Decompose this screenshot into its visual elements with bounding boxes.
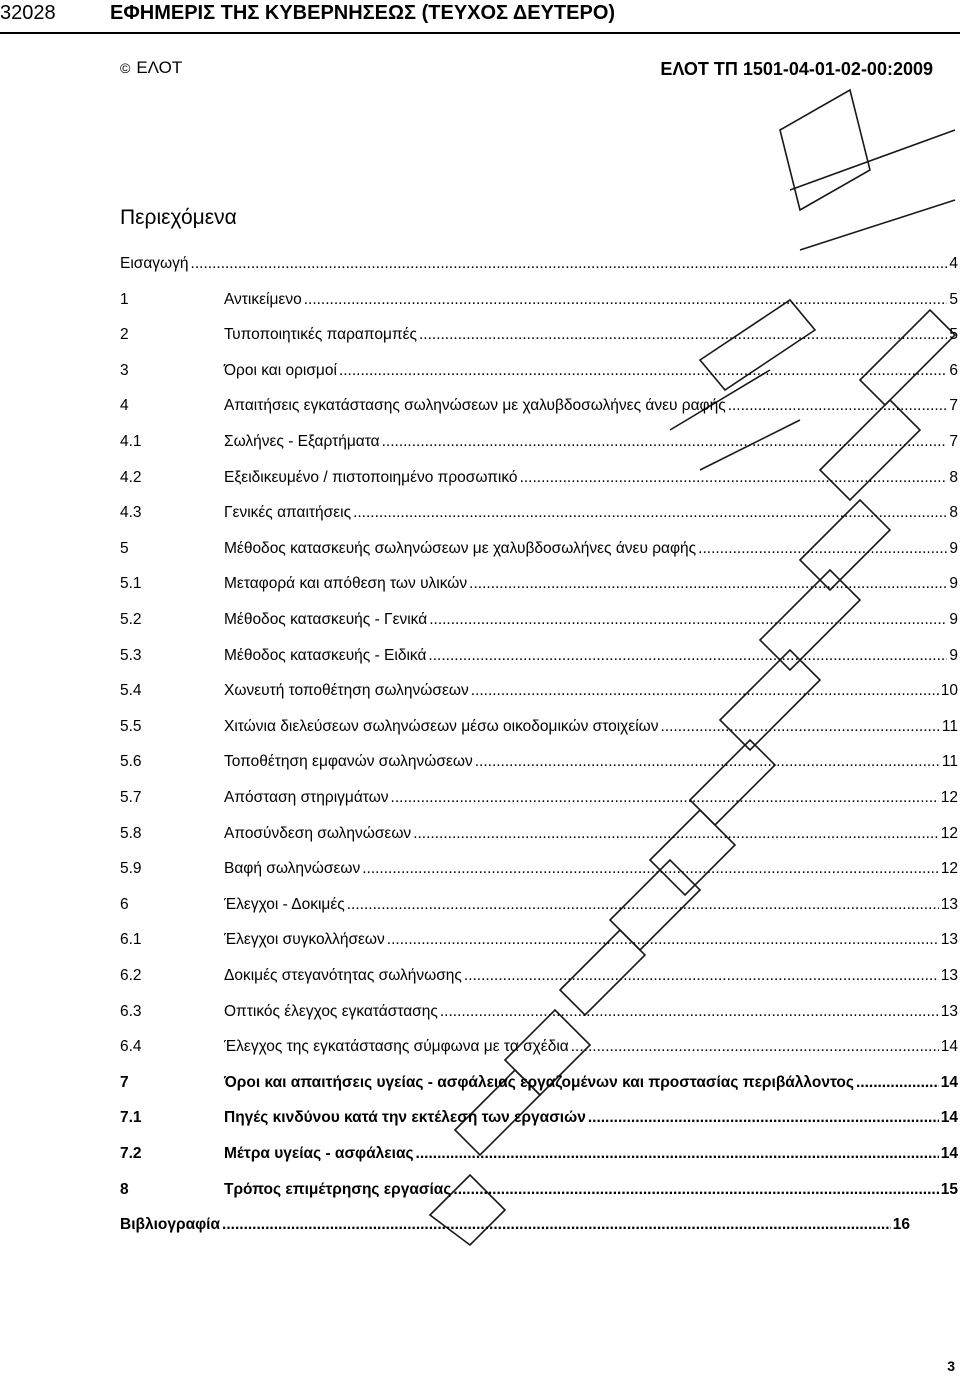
toc-dot-leader [856, 1074, 939, 1092]
gazette-header [0, 0, 960, 28]
toc-dot-leader [413, 825, 939, 843]
toc-entry-number: 6.4 [120, 1038, 142, 1056]
toc-entry[interactable] [120, 291, 958, 313]
toc-entry-page: 14 [940, 1145, 958, 1162]
toc-entry-title: Γενικές απαιτήσεις [224, 504, 352, 522]
toc-entry-title: Σωλήνες - Εξαρτήματα [224, 433, 380, 450]
toc-entry-number: 6.2 [120, 967, 142, 984]
toc-heading: Περιεχόμενα [120, 206, 237, 229]
toc-entry[interactable] [120, 931, 958, 953]
toc-entry-number: 5.7 [120, 789, 142, 806]
toc-entry-page: 12 [940, 824, 958, 842]
toc-entry-number: 6.3 [120, 1002, 142, 1020]
toc-entry[interactable] [120, 540, 958, 562]
toc-entry[interactable] [120, 1145, 958, 1167]
toc-entry-number: 4 [120, 397, 129, 415]
toc-entry-title: Έλεγχοι συγκολλήσεων [224, 931, 385, 949]
toc-dot-leader [191, 255, 948, 273]
toc-entry-title: Αποσύνδεση σωληνώσεων [224, 824, 412, 842]
toc-entry-number: 7 [120, 1073, 129, 1091]
toc-entry[interactable] [120, 1003, 958, 1025]
toc-entry-title: Βαφή σωληνώσεων [224, 860, 361, 878]
toc-entry-title: Τρόπος επιμέτρησης εργασίας [224, 1180, 452, 1198]
toc-dot-leader [588, 1109, 939, 1127]
toc-entry-number: 1 [120, 290, 129, 308]
toc-entry[interactable] [120, 433, 958, 455]
toc-dot-leader [347, 896, 939, 914]
toc-entry-page: 13 [940, 895, 958, 913]
toc-dot-leader [661, 718, 940, 736]
toc-entry-title: Τοποθέτηση εμφανών σωληνώσεων [224, 753, 473, 771]
toc-entry[interactable] [120, 896, 958, 918]
toc-entry-number: 4.3 [120, 504, 142, 522]
toc-entry-title: Μεταφορά και απόθεση των υλικών [224, 575, 468, 593]
toc-entry[interactable] [120, 1181, 958, 1203]
toc-entry-title: Δοκιμές στεγανότητας σωλήνωσης [224, 967, 462, 984]
gazette-page-number: 32028 [0, 2, 56, 24]
toc-dot-leader [362, 860, 939, 878]
toc-entry-title: Μέθοδος κατασκευής - Γενικά [224, 611, 428, 628]
toc-entry-number: 6 [120, 895, 129, 913]
toc-entry-page: 13 [940, 931, 958, 949]
toc-entry-number: 5.1 [120, 575, 142, 593]
toc-entry-page: 8 [949, 504, 958, 522]
toc-dot-leader [391, 789, 939, 807]
toc-entry-title: Έλεγχος της εγκατάστασης σύμφωνα με τα σχέδια [224, 1038, 569, 1056]
toc-entry-page: 11 [941, 753, 958, 771]
toc-entry-title: Εισαγωγή [120, 255, 189, 272]
gazette-title: ΕΦΗΜΕΡΙΣ ΤΗΣ ΚΥΒΕΡΝΗΣΕΩΣ (ΤΕΥΧΟΣ ΔΕΥΤΕΡΟ) [110, 2, 616, 24]
toc-entry-number: 5.4 [120, 682, 142, 700]
toc-entry[interactable] [120, 753, 958, 775]
toc-entry-title: Απόσταση στηριγμάτων [224, 789, 389, 806]
toc-entry-title: Απαιτήσεις εγκατάστασης σωληνώσεων με χαλυβδοσωλήνες άνευ ραφής [224, 397, 726, 415]
toc-entry-number: 5.8 [120, 824, 142, 842]
toc-entry-page: 5 [949, 326, 958, 344]
toc-dot-leader [520, 469, 948, 487]
toc-entry-page: 9 [949, 539, 958, 557]
toc-entry-page: 7 [949, 397, 958, 415]
toc-entry-number: 4.2 [120, 468, 142, 486]
toc-entry[interactable] [120, 789, 958, 811]
toc-dot-leader [453, 1181, 938, 1199]
toc-entry-number: 5.5 [120, 717, 142, 735]
toc-entry-number: 5.3 [120, 646, 142, 664]
toc-entry[interactable] [120, 825, 958, 847]
toc-entry[interactable] [120, 397, 958, 419]
toc-entry[interactable] [120, 611, 958, 633]
toc-entry-page: 7 [949, 433, 958, 450]
toc-entry-page: 16 [892, 1216, 910, 1234]
toc-entry-number: 5.9 [120, 860, 142, 878]
toc-entry-number: 7.1 [120, 1109, 142, 1127]
toc-entry-title: Χωνευτή τοποθέτηση σωληνώσεων [224, 682, 469, 700]
toc-entry[interactable] [120, 1074, 958, 1096]
toc-entry-page: 9 [949, 611, 958, 628]
toc-entry-title: Οπτικός έλεγχος εγκατάστασης [224, 1002, 438, 1020]
toc-dot-leader [339, 362, 947, 380]
toc-entry-title: Μέτρα υγείας - ασφάλειας [224, 1145, 414, 1162]
toc-entry-number: 6.1 [120, 931, 142, 949]
toc-entry-page: 13 [940, 967, 958, 984]
toc-entry-page: 14 [940, 1109, 958, 1127]
toc-entry-title: Μέθοδος κατασκευής - Ειδικά [224, 646, 427, 664]
toc-entry-number: 8 [120, 1180, 129, 1198]
toc-entry-title: Πηγές κινδύνου κατά την εκτέλεση των εργασιών [224, 1109, 586, 1127]
toc-entry-number: 7.2 [120, 1145, 142, 1162]
toc-entry[interactable] [120, 1109, 958, 1131]
toc-entry-page: 14 [940, 1073, 958, 1091]
toc-entry-title: Βιβλιογραφία [120, 1216, 221, 1234]
toc-entry-title: Έλεγχοι - Δοκιμές [224, 895, 345, 913]
toc-entry-number: 4.1 [120, 433, 142, 450]
toc-entry-page: 15 [940, 1180, 958, 1198]
toc-entry[interactable] [120, 860, 958, 882]
standard-code: ΕΛΟΤ ΤΠ 1501-04-01-02-00:2009 [660, 59, 933, 79]
toc-dot-leader [428, 647, 947, 665]
toc-entry-page: 12 [940, 789, 958, 806]
copyright-icon: © [120, 60, 131, 76]
copyright-owner: ΕΛΟΤ [136, 58, 183, 77]
copyright-notice [120, 58, 182, 78]
toc-entry-page: 10 [940, 682, 958, 700]
toc-entry[interactable] [120, 682, 958, 704]
toc-dot-leader [416, 1145, 939, 1163]
toc-dot-leader [440, 1003, 939, 1021]
toc-dot-leader [353, 504, 947, 522]
toc-entry-number: 5.2 [120, 611, 142, 628]
toc-entry[interactable] [120, 504, 958, 526]
toc-entry-page: 14 [940, 1038, 958, 1056]
toc-entry[interactable] [120, 967, 958, 989]
toc-entry-number: 5 [120, 539, 129, 557]
toc-entry-page: 4 [949, 255, 958, 272]
toc-entry-title: Χιτώνια διελεύσεων σωληνώσεων μέσω οικοδομικών στοιχείων [224, 717, 659, 735]
toc-entry-number: 2 [120, 326, 129, 344]
toc-entry[interactable] [120, 255, 958, 277]
toc-dot-leader [304, 291, 948, 309]
toc-dot-leader [382, 433, 948, 451]
toc-dot-leader [471, 682, 939, 700]
header-divider [0, 32, 960, 34]
toc-entry[interactable] [120, 362, 958, 384]
toc-entry-page: 6 [949, 361, 958, 379]
toc-entry-title: Αντικείμενο [224, 290, 302, 308]
toc-entry[interactable] [120, 647, 958, 669]
toc-dot-leader [475, 753, 940, 771]
toc-dot-leader [728, 397, 948, 415]
toc-dot-leader [469, 575, 947, 593]
toc-entry-page: 8 [949, 468, 958, 486]
toc-entry[interactable] [120, 1038, 958, 1060]
toc-entry-title: Εξειδικευμένο / πιστοποιημένο προσωπικό [224, 468, 518, 486]
footer-page-number: 3 [947, 1358, 955, 1374]
toc-entry-page: 12 [940, 860, 958, 878]
toc-dot-leader [464, 967, 939, 985]
toc-dot-leader [698, 540, 947, 558]
toc-entry[interactable] [120, 326, 958, 348]
toc-dot-leader [419, 326, 947, 344]
toc-entry[interactable] [120, 469, 958, 491]
toc-entry-page: 13 [940, 1002, 958, 1020]
toc-entry-page: 9 [949, 575, 958, 593]
toc-entry-title: Τυποποιητικές παραπομπές [224, 326, 417, 344]
toc-dot-leader [222, 1216, 891, 1234]
toc-entry-title: Όροι και απαιτήσεις υγείας - ασφάλειας εργαζομένων και προστασίας περιβάλλοντος [224, 1073, 854, 1091]
toc-entry-title: Μέθοδος κατασκευής σωληνώσεων με χαλυβδοσωλήνες άνευ ραφής [224, 539, 697, 557]
toc-dot-leader [571, 1038, 939, 1056]
toc-dot-leader [387, 931, 939, 949]
toc-entry-title: Όροι και ορισμοί [224, 361, 337, 379]
toc-entry[interactable] [120, 1216, 958, 1238]
toc-entry[interactable] [120, 575, 958, 597]
toc-entry-number: 5.6 [120, 753, 142, 771]
toc-entry-page: 11 [941, 717, 958, 735]
toc-entry-number: 3 [120, 361, 129, 379]
toc-entry-page: 9 [949, 646, 958, 664]
toc-entry-page: 5 [949, 290, 958, 308]
toc-dot-leader [429, 611, 947, 629]
toc-entry[interactable] [120, 718, 958, 740]
